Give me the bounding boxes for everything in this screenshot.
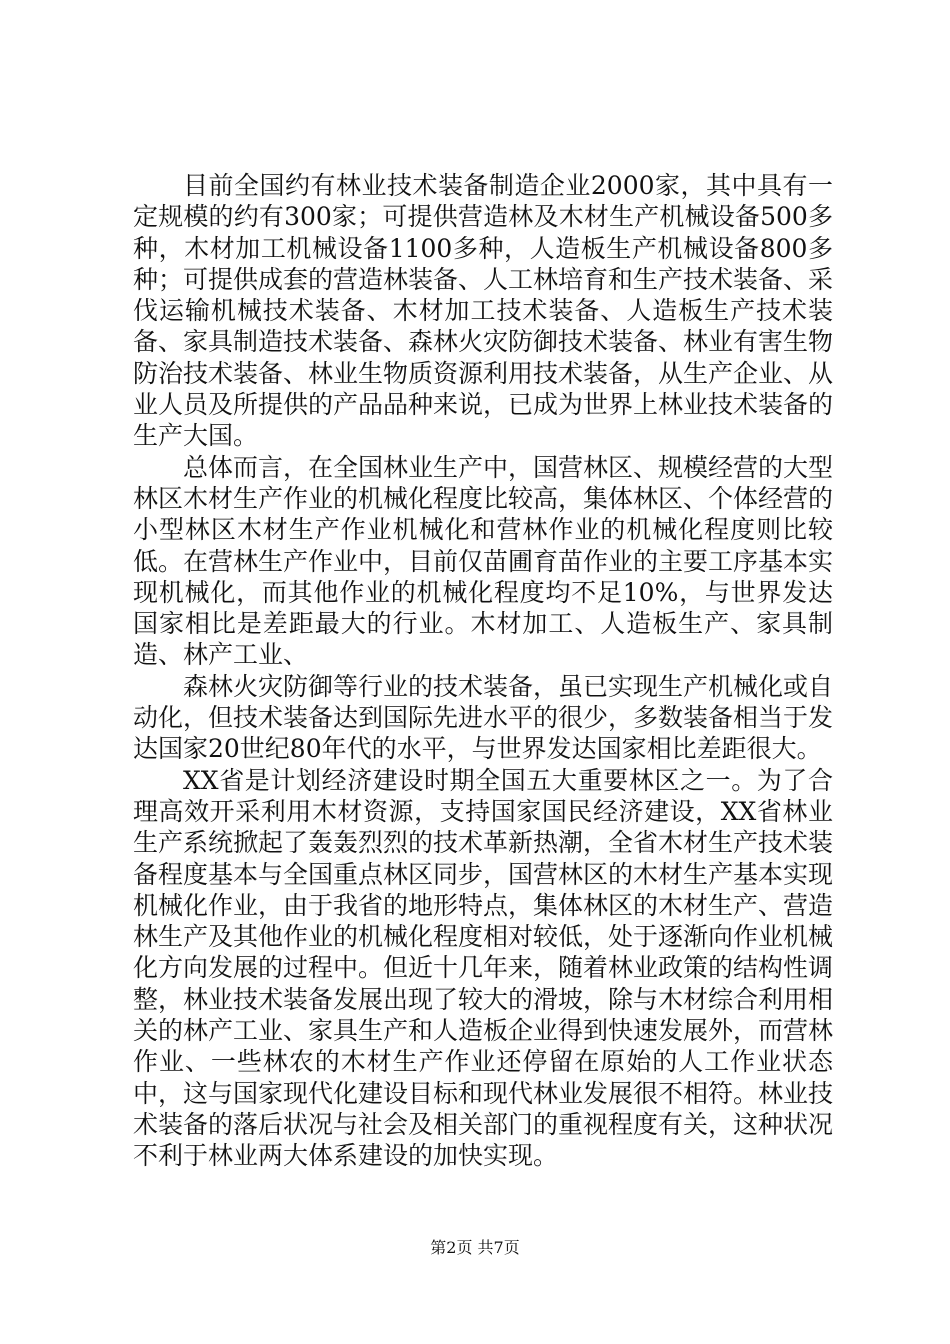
- page-number-footer: 第2页 共7页: [430, 1238, 520, 1257]
- document-body: [133, 170, 833, 1172]
- paragraph-equipment-industry: 目前全国约有林业技术装备制造企业2000家，其中具有一定规模的约有300家；可提供营造林及木材生产机械设备500多种，木材加工机械设备1100多种，人造板生产机械设备800多种；可提供成套的营造林装备、人工林培育和生产技术装备、采伐运输机械技术装备、木材加工技术装备、人造板生产技术装备、家具制造技术装备、森林火灾防御技术装备、林业有害生物防治技术装备、林业生物质资源利用技术装备，从生产企业、从业人员及所提供的产品品种来说，已成为世界上林业技术装备的生产大国。: [133, 171, 834, 451]
- paragraph-technology-gap: 森林火灾防御等行业的技术装备，虽已实现生产机械化或自动化，但技术装备达到国际先进水平的很少，多数装备相当于发达国家20世纪80年代的水平，与世界发达国家相比差距很大。: [133, 671, 834, 764]
- paragraph-province-status: XX省是计划经济建设时期全国五大重要林区之一。为了合理高效开采利用木材资源，支持国家国民经济建设，XX省林业生产系统掀起了轰轰烈烈的技术革新热潮，全省木材生产技术装备程度基本与全国重点林区同步，国营林区的木材生产基本实现机械化作业，由于我省的地形特点，集体林区的木材生产、营造林生产及其他作业的机械化程度相对较低，处于逐渐向作业机械化方向发展的过程中。但近十几年来，随着林业政策的结构性调整，林业技术装备发展出现了较大的滑坡，除与木材综合利用相关的林产工业、家具生产和人造板企业得到快速发展外，而营林作业、一些林农的木材生产作业还停留在原始的人工作业状态中，这与国家现代化建设目标和现代林业发展很不相符。林业技术装备的落后状况与社会及相关部门的重视程度有关，这种状况不利于林业两大体系建设的加快实现。: [133, 765, 834, 1171]
- paragraph-mechanization-overview: 总体而言，在全国林业生产中，国营林区、规模经营的大型林区木材生产作业的机械化程度比较高，集体林区、个体经营的小型林区木材生产作业机械化和营林作业的机械化程度则比较低。在营林生产作业中，目前仅苗圃育苗作业的主要工序基本实现机械化，而其他作业的机械化程度均不足10%，与世界发达国家相比是差距最大的行业。木材加工、人造板生产、家具制造、林产工业、: [133, 452, 834, 670]
